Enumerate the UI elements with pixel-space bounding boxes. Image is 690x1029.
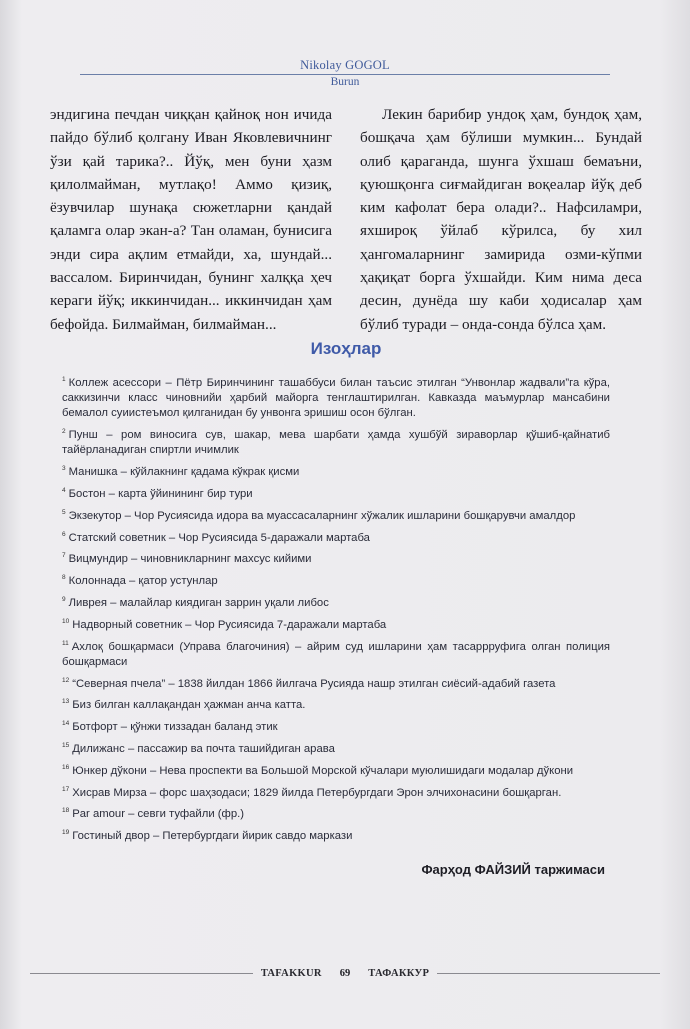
note-text: Ботфорт – қўнжи тиззадан баланд этик xyxy=(72,721,278,734)
footer-journal-latin: TAFAKKUR xyxy=(260,967,322,979)
note-item xyxy=(62,760,610,779)
header-rule xyxy=(80,74,610,75)
note-text: Пунш – ром виносига сув, шакар, мева шарбати ҳамда хушбўй зираворлар қўшиб-қайнатиб тайёрланадиган спиртли ичимлик xyxy=(62,429,610,457)
note-text: Надворный советник – Чор Русиясида 7-даражали мартаба xyxy=(72,618,387,631)
note-text: Par amour – севги туфайли (фр.) xyxy=(72,808,245,821)
note-number: 9 xyxy=(62,595,66,603)
author-name: Nikolay GOGOL xyxy=(300,58,390,72)
note-text: “Северная пчела” – 1838 йилдан 1866 йилгача Русияда нашр этилган сиёсий-адабий газета xyxy=(72,677,556,690)
note-text: Статский советник – Чор Русиясида 5-даражали мартаба xyxy=(68,531,370,544)
note-number: 12 xyxy=(62,676,70,684)
note-number: 17 xyxy=(62,785,70,793)
note-number: 8 xyxy=(62,574,66,582)
note-number: 16 xyxy=(62,763,70,771)
note-text: Дилижанс – пассажир ва почта ташийдиган арава xyxy=(72,742,335,755)
note-number: 19 xyxy=(62,829,70,837)
notes-heading: Изоҳлар xyxy=(310,339,382,358)
note-text: Биз билган каллақандан ҳажман анча катта. xyxy=(72,699,306,712)
note-number: 11 xyxy=(62,639,69,647)
note-item xyxy=(62,548,610,567)
work-title: Burun xyxy=(330,76,360,88)
note-text: Юнкер дўкони – Нева проспекти ва Большой Морской кўчалари муюлишидаги модалар дўкони xyxy=(72,764,574,777)
page-number: 69 xyxy=(339,967,351,979)
note-item xyxy=(62,614,610,633)
note-number: 10 xyxy=(62,617,70,625)
note-number: 13 xyxy=(62,698,70,706)
running-header xyxy=(40,58,650,89)
note-item xyxy=(62,592,610,611)
note-number: 1 xyxy=(62,376,66,383)
note-text: Коллеж асессори – Пётр Биринчининг ташаббуси билан таъсис этилган “Унвонлар жадвали”га кўра, саккизинчи класс чиновнийи ҳарбий майорга тенглаштирилган. Кавказда маъмурлар мансабини бемалол суиистеъмол қилганидан бу унвонга эришиш осон бўлган. xyxy=(62,377,610,420)
note-item xyxy=(62,803,610,822)
note-text: Гостиный двор – Петербургдаги йирик савдо маркази xyxy=(72,830,353,843)
note-text: Экзекутор – Чор Русиясида идора ва муассасаларнинг хўжалик ишларини бошқарувчи амалдор xyxy=(68,509,576,522)
note-number: 18 xyxy=(62,807,70,815)
note-number: 15 xyxy=(62,741,70,749)
right-column-text: Лекин барибир ундоқ ҳам, бундоқ ҳам, бошқача ҳам бўлиши мумкин... Бундай олиб қараганда, шунга ўхшаш бемаъни, қуюшқонга сиғмайдиган воқеалар йўқ деб ким кафолат бера олади?.. Нафсиламри, яхшироқ ўйлаб кўрилса, бу хил ҳангомаларнинг замирида озми-кўпми ҳақиқат борга ўхшайди. Ким нима деса десин, дунёда шу каби ҳодисалар ҳам бўлиб туради – онда-сонда бўлса ҳам. xyxy=(360,106,642,333)
footer-rule-right xyxy=(437,973,660,974)
left-column xyxy=(50,103,332,336)
note-number: 3 xyxy=(62,465,66,473)
note-number: 2 xyxy=(62,428,66,436)
left-column-text: эндигина печдан чиққан қайноқ нон ичида пайдо бўлиб қолгану Иван Яковлевичнинг ўзи қай тарика?.. Йўқ, мен буни ҳазм қилолмайман, мутлақо! Аммо қизиқ, ёзувчилар шунақа сюжетларни қандай қаламга олар экан-а? Тан оламан, бунисига энди сира ақлим етмайди, ха, шундай... вассалом. Биринчидан, бунинг халққа ҳеч кераги йўқ; иккинчидан... иккинчидан ҳам бефойда. Билмайман, билмайман... xyxy=(50,106,332,333)
footer-rule-left xyxy=(30,973,253,974)
note-item xyxy=(62,738,610,757)
note-item xyxy=(62,825,610,844)
note-item xyxy=(62,483,610,502)
note-text: Ахлоқ бошқармаси (Управа благочиния) – айрим суд ишларини ҳам тасаррруфига олган полиция бошқармаси xyxy=(62,640,610,668)
note-text: Бостон – карта ўйинининг бир тури xyxy=(68,488,253,500)
note-text: Вицмундир – чиновникларнинг махсус кийими xyxy=(68,553,312,566)
translator-credit: Фарҳод ФАЙЗИЙ таржимаси xyxy=(421,862,605,877)
note-text: Колоннада – қатор устунлар xyxy=(68,575,218,588)
note-item xyxy=(62,372,610,422)
notes-list xyxy=(62,372,610,847)
note-number: 5 xyxy=(62,508,66,516)
note-item xyxy=(62,782,610,801)
page-footer xyxy=(30,965,660,981)
note-item xyxy=(62,505,610,524)
note-number: 14 xyxy=(62,720,70,728)
body-columns xyxy=(50,103,642,336)
note-item xyxy=(62,527,610,546)
note-item xyxy=(62,424,610,458)
note-number: 4 xyxy=(62,487,66,494)
note-text: Ливрея – малайлар киядиган заррин уқали либос xyxy=(68,596,329,609)
note-number: 7 xyxy=(62,552,66,560)
note-item xyxy=(62,716,610,735)
footer-journal-cyrillic: ТАФАККУР xyxy=(368,967,430,979)
note-item xyxy=(62,636,610,670)
note-item xyxy=(62,673,610,692)
right-column xyxy=(360,103,642,336)
note-item xyxy=(62,570,610,589)
note-text: Манишка – кўйлакнинг қадама кўкрак қисми xyxy=(68,466,300,479)
note-text: Хисрав Мирза – форс шаҳзодаси; 1829 йилда Петербургдаги Эрон элчихонасини бошқарган. xyxy=(72,786,562,799)
note-item xyxy=(62,461,610,480)
note-number: 6 xyxy=(62,530,66,538)
note-item xyxy=(62,694,610,713)
